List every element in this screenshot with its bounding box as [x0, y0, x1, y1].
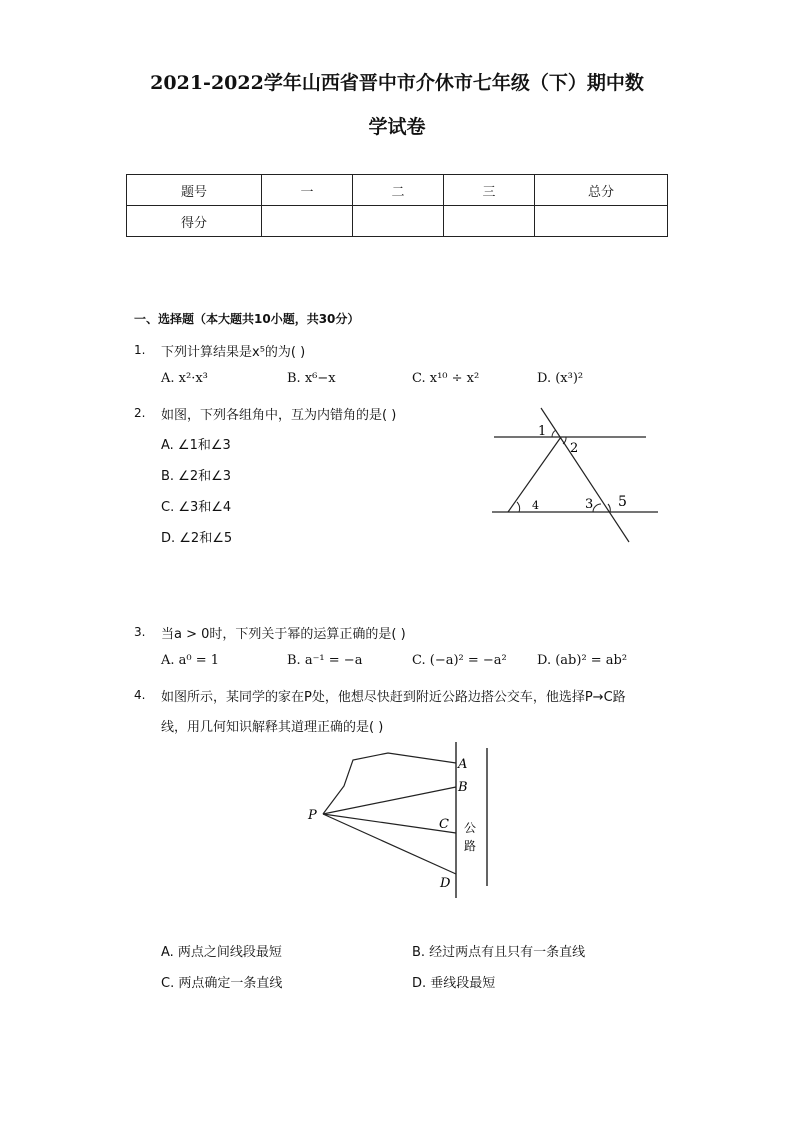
- transversal-line: [541, 408, 629, 542]
- house-path: [323, 753, 456, 814]
- option-c: C. (−a)² = −a²: [412, 653, 507, 668]
- figure-label: 路: [464, 839, 477, 853]
- question-text: 如图，下列各组角中，互为内错角的是( ): [161, 408, 397, 423]
- option-d: D. (ab)² = ab²: [537, 653, 628, 668]
- angle-arc-2: [563, 437, 566, 444]
- table-cell: 总分: [535, 175, 668, 206]
- question-number: 3.: [134, 625, 146, 639]
- option-b: B. ∠2和∠3: [161, 469, 232, 484]
- option-d: D. 垂线段最短: [412, 976, 496, 991]
- option-c: C. 两点确定一条直线: [161, 976, 283, 991]
- score-cell[interactable]: [444, 206, 535, 237]
- page-title-line2: 学试卷: [368, 116, 426, 138]
- question-text: 线，用几何知识解释其道理正确的是( ): [161, 720, 384, 735]
- option-a: A. x²·x³: [161, 371, 208, 386]
- figure-label: 3: [585, 497, 594, 512]
- question-text: 当a > 0时，下列关于幂的运算正确的是( ): [161, 627, 406, 642]
- question-number: 2.: [134, 406, 146, 420]
- figure-label: 2: [570, 441, 579, 456]
- figure-label: 公: [464, 821, 477, 835]
- table-cell: 一: [262, 175, 353, 206]
- question-text: 下列计算结果是x⁵的为( ): [161, 345, 306, 360]
- score-cell[interactable]: [535, 206, 668, 237]
- option-a: A. a⁰ = 1: [161, 653, 220, 668]
- figure-label: A: [458, 757, 468, 772]
- score-table: [126, 174, 668, 237]
- option-d: D. ∠2和∠5: [161, 531, 233, 546]
- road-figure: [300, 738, 500, 900]
- option-b: B. x⁶−x: [287, 371, 336, 386]
- question-number: 4.: [134, 688, 146, 702]
- question-text: 如图所示，某同学的家在P处，他想尽快赶到附近公路边搭公交车，他选择P→C路: [161, 690, 626, 705]
- table-cell: 三: [444, 175, 535, 206]
- figure-label: B: [458, 780, 468, 795]
- option-b: B. 经过两点有且只有一条直线: [412, 945, 586, 960]
- option-c: C. x¹⁰ ÷ x²: [412, 371, 480, 386]
- angle-figure: [480, 400, 660, 550]
- figure-label: D: [440, 876, 451, 891]
- table-row: [127, 206, 668, 237]
- question-number: 1.: [134, 343, 146, 357]
- option-a: A. 两点之间线段最短: [161, 945, 282, 960]
- table-cell: 题号: [127, 175, 262, 206]
- angle-arc-4: [517, 502, 520, 512]
- table-cell: 二: [353, 175, 444, 206]
- figure-label: C: [439, 817, 449, 832]
- angle-arc-3: [593, 504, 601, 512]
- option-a: A. ∠1和∠3: [161, 438, 231, 453]
- option-d: D. (x³)²: [537, 371, 584, 386]
- segment-pb: [323, 787, 456, 814]
- table-cell: 得分: [127, 206, 262, 237]
- option-c: C. ∠3和∠4: [161, 500, 232, 515]
- angle-arc-1: [552, 430, 556, 437]
- option-b: B. a⁻¹ = −a: [287, 653, 363, 668]
- figure-label: 4: [532, 499, 539, 512]
- table-row: [127, 175, 668, 206]
- figure-label: P: [308, 808, 317, 823]
- score-cell[interactable]: [353, 206, 444, 237]
- section-heading: 一、选择题（本大题共10小题，共30分）: [134, 312, 360, 326]
- page-title-line1: 2021-2022学年山西省晋中市介休市七年级（下）期中数: [150, 72, 644, 94]
- figure-label: 1: [538, 424, 547, 439]
- figure-label: 5: [618, 494, 627, 510]
- score-cell[interactable]: [262, 206, 353, 237]
